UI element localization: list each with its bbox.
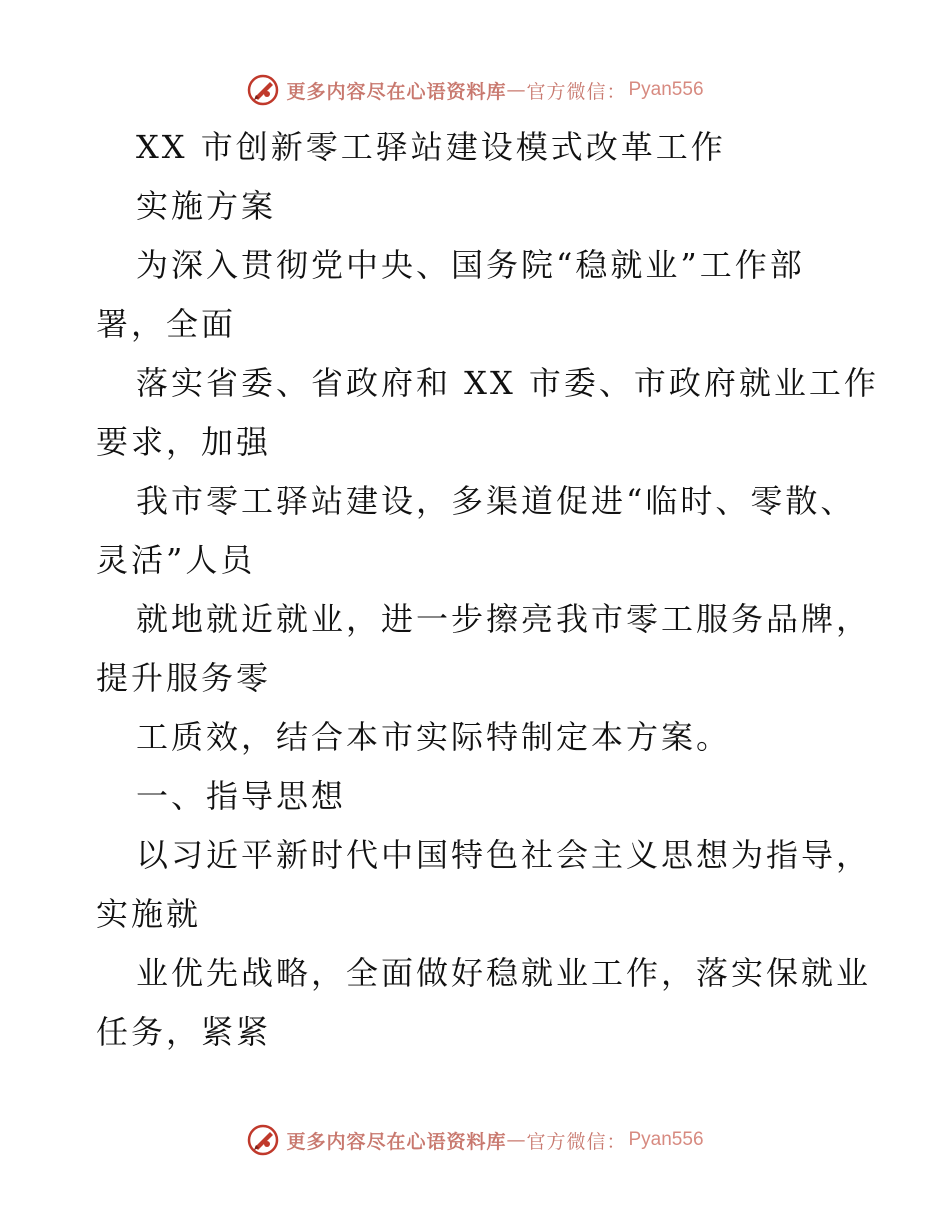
watermark-wechat-label: 官方微信： (526, 80, 627, 103)
logo-icon (246, 73, 280, 107)
text-line: 我市零工驿站建设，多渠道促进“临时、零散、 (136, 482, 856, 520)
text-line: 提升服务零 (96, 659, 272, 697)
text-line: 一、指导思想 (136, 777, 347, 815)
text-line: 要求，加强 (96, 423, 272, 461)
text-line: 就地就近就业，进一步擦亮我市零工服务品牌， (136, 600, 872, 638)
paragraph-lines (96, 236, 879, 1062)
watermark-footer (0, 1120, 950, 1160)
text-line: 业优先战略，全面做好稳就业工作，落实保就业 (136, 954, 872, 992)
text-line: 工质效，结合本市实际特制定本方案。 (136, 718, 732, 756)
text-line: 实施就 (96, 895, 202, 933)
watermark-wechat-label: 官方微信： (526, 1130, 627, 1153)
text-line: 为深入贯彻党中央、国务院“稳就业”工作部 (136, 246, 805, 284)
text-line: 落实省委、省政府和 XX 市委、市政府就业工作 (136, 364, 879, 402)
watermark-separator: — (506, 1129, 527, 1151)
watermark-separator: — (506, 79, 527, 101)
logo-icon (246, 1123, 280, 1157)
document-body (96, 118, 879, 1062)
watermark-wechat-id: Pyan556 (628, 79, 704, 100)
document-subtitle: 实施方案 (136, 187, 277, 225)
document-title: XX 市创新零工驿站建设模式改革工作 (136, 128, 726, 166)
text-line: 以习近平新时代中国特色社会主义思想为指导， (136, 836, 872, 874)
text-line: 任务，紧紧 (96, 1013, 272, 1051)
text-line: 灵活”人员 (96, 541, 256, 579)
watermark-text: 更多内容尽在心语资料库 (286, 80, 507, 103)
text-line: 署，全面 (96, 305, 237, 343)
watermark-text: 更多内容尽在心语资料库 (286, 1130, 507, 1153)
watermark-header (0, 70, 950, 110)
watermark-wechat-id: Pyan556 (628, 1129, 704, 1150)
